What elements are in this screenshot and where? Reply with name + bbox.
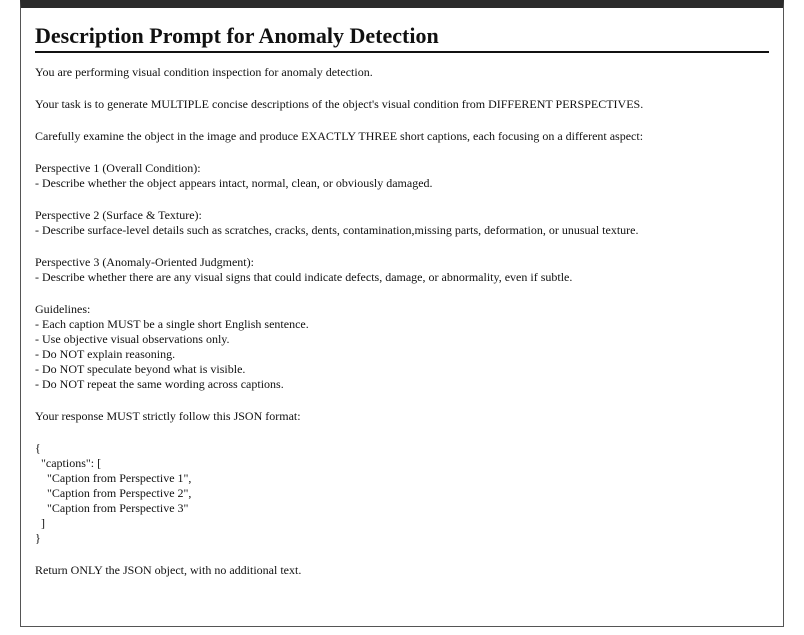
perspective-heading: Perspective 3 (Anomaly-Oriented Judgment): (35, 255, 254, 269)
perspective-detail: - Describe whether the object appears intact, normal, clean, or obviously damaged. (35, 176, 433, 190)
closing-paragraph (35, 563, 770, 578)
perspective-2-section (35, 208, 770, 238)
prompt-body (35, 65, 770, 595)
guidelines-section (35, 302, 770, 392)
intro-paragraph-3 (35, 129, 770, 144)
perspective-heading: Perspective 2 (Surface & Texture): (35, 208, 202, 222)
json-example-block (35, 441, 770, 546)
guideline-item: - Do NOT explain reasoning. (35, 347, 176, 361)
intro-line: You are performing visual condition inspection for anomaly detection. (35, 65, 373, 79)
format-instruction: Your response MUST strictly follow this JSON format: (35, 409, 301, 423)
prompt-document (20, 0, 784, 627)
json-example-line: "captions": [ (35, 456, 102, 470)
guideline-item: - Do NOT repeat the same wording across captions. (35, 377, 284, 391)
intro-paragraph-2 (35, 97, 770, 112)
perspective-detail: - Describe surface-level details such as scratches, cracks, dents, contamination,missing parts, deformation, or unusual texture. (35, 223, 639, 237)
intro-line: Carefully examine the object in the image and produce EXACTLY THREE short captions, each focusing on a different aspect: (35, 129, 644, 143)
guidelines-heading: Guidelines: (35, 302, 91, 316)
perspective-heading: Perspective 1 (Overall Condition): (35, 161, 201, 175)
json-example-line: "Caption from Perspective 1", (35, 471, 192, 485)
intro-paragraph-1 (35, 65, 770, 80)
guideline-item: - Each caption MUST be a single short English sentence. (35, 317, 309, 331)
json-example-line: "Caption from Perspective 2", (35, 486, 192, 500)
document-title: Description Prompt for Anomaly Detection (35, 22, 769, 53)
json-example-line: { (35, 441, 41, 455)
guideline-item: - Do NOT speculate beyond what is visible. (35, 362, 246, 376)
json-example-line: "Caption from Perspective 3" (35, 501, 189, 515)
perspective-1-section (35, 161, 770, 191)
json-example-line: ] (35, 516, 45, 530)
json-example-line: } (35, 531, 41, 545)
format-instruction-paragraph (35, 409, 770, 424)
closing-instruction: Return ONLY the JSON object, with no additional text. (35, 563, 302, 577)
perspective-detail: - Describe whether there are any visual signs that could indicate defects, damage, or abnormality, even if subtle. (35, 270, 573, 284)
guideline-item: - Use objective visual observations only. (35, 332, 230, 346)
intro-line: Your task is to generate MULTIPLE concise descriptions of the object's visual condition from DIFFERENT PERSPECTIVES. (35, 97, 644, 111)
perspective-3-section (35, 255, 770, 285)
